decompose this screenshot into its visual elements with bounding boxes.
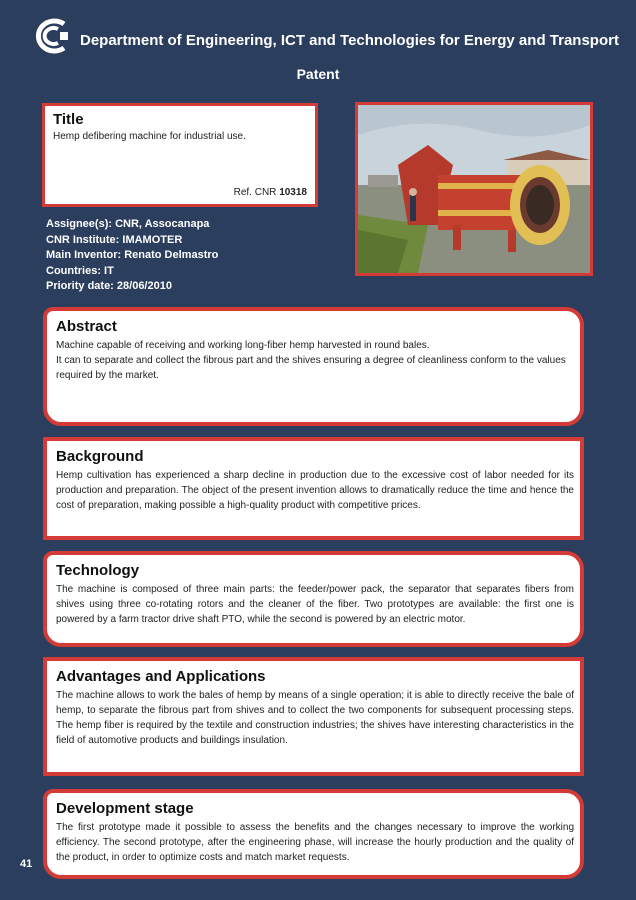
- advantages-heading: Advantages and Applications: [56, 668, 266, 685]
- development-heading: Development stage: [56, 800, 194, 817]
- institute: CNR Institute: IMAMOTER: [46, 233, 183, 246]
- advantages-body: The machine allows to work the bales of hemp by means of a single operation; it is able to directly receive the bale of hemp, to separate the fibrous part from shives and to collect the two components for subsequent processing steps. The hemp fiber is required by the textile and construction industries; the shives have interesting characteristics in the field of automotive products and buildings insulation.: [56, 690, 574, 746]
- title-box: [42, 103, 318, 207]
- title-text: Hemp defibering machine for industrial use.: [53, 131, 246, 142]
- machine-photo-image: [358, 105, 590, 273]
- reference-number: 10318: [279, 187, 307, 198]
- development-body: The first prototype made it possible to assess the benefits and the changes necessary to improve the working efficiency. The second prototype, after the engineering phase, will increase the hourly production and the quality of the product, in order to optimize costs and match market requests.: [56, 822, 574, 863]
- title-heading: Title: [53, 111, 84, 128]
- background-body: Hemp cultivation has experienced a sharp decline in production due to the excessive cost of labor needed for its production and preparation. The object of the present invention allows to dramatically reduce the time and hence the cost of preparation, making possible a high-quality product with competitive prices.: [56, 470, 574, 511]
- background-heading: Background: [56, 448, 144, 465]
- page-subtitle: Patent: [296, 66, 340, 82]
- patent-metadata: [46, 217, 218, 295]
- advantages-panel: [43, 657, 584, 776]
- technology-panel: [43, 551, 584, 647]
- reference: [234, 187, 307, 198]
- countries: Countries: IT: [46, 264, 114, 277]
- cnr-logo-icon: [30, 18, 70, 54]
- department-title: Department of Engineering, ICT and Technologies for Energy and Transport: [80, 32, 619, 49]
- reference-label: Ref. CNR: [233, 187, 277, 198]
- technology-heading: Technology: [56, 562, 140, 579]
- inventor: Main Inventor: Renato Delmastro: [46, 249, 219, 261]
- development-panel: [43, 789, 584, 879]
- abstract-heading: Abstract: [56, 318, 117, 335]
- technology-body: The machine is composed of three main parts: the feeder/power pack, the separator that separates fibers from shives using three co-rotating rotors and the cleaner of the fiber. Two prototypes are available: the first one is powered by a farm tractor drive shaft PTO, while the second is powered by an electric motor.: [56, 584, 574, 625]
- abstract-panel: [43, 307, 584, 426]
- machine-photo: [355, 102, 593, 276]
- background-panel: [43, 437, 584, 540]
- page-number: 41: [20, 858, 33, 870]
- assignee: Assignee(s): CNR, Assocanapa: [46, 218, 210, 230]
- priority-date: Priority date: 28/06/2010: [46, 280, 172, 292]
- abstract-body: Machine capable of receiving and working long-fiber hemp harvested in round bales. It can to separate and collect the fibrous part and the shives ensuring a degree of cleanliness conform to the values required by the market.: [56, 340, 566, 381]
